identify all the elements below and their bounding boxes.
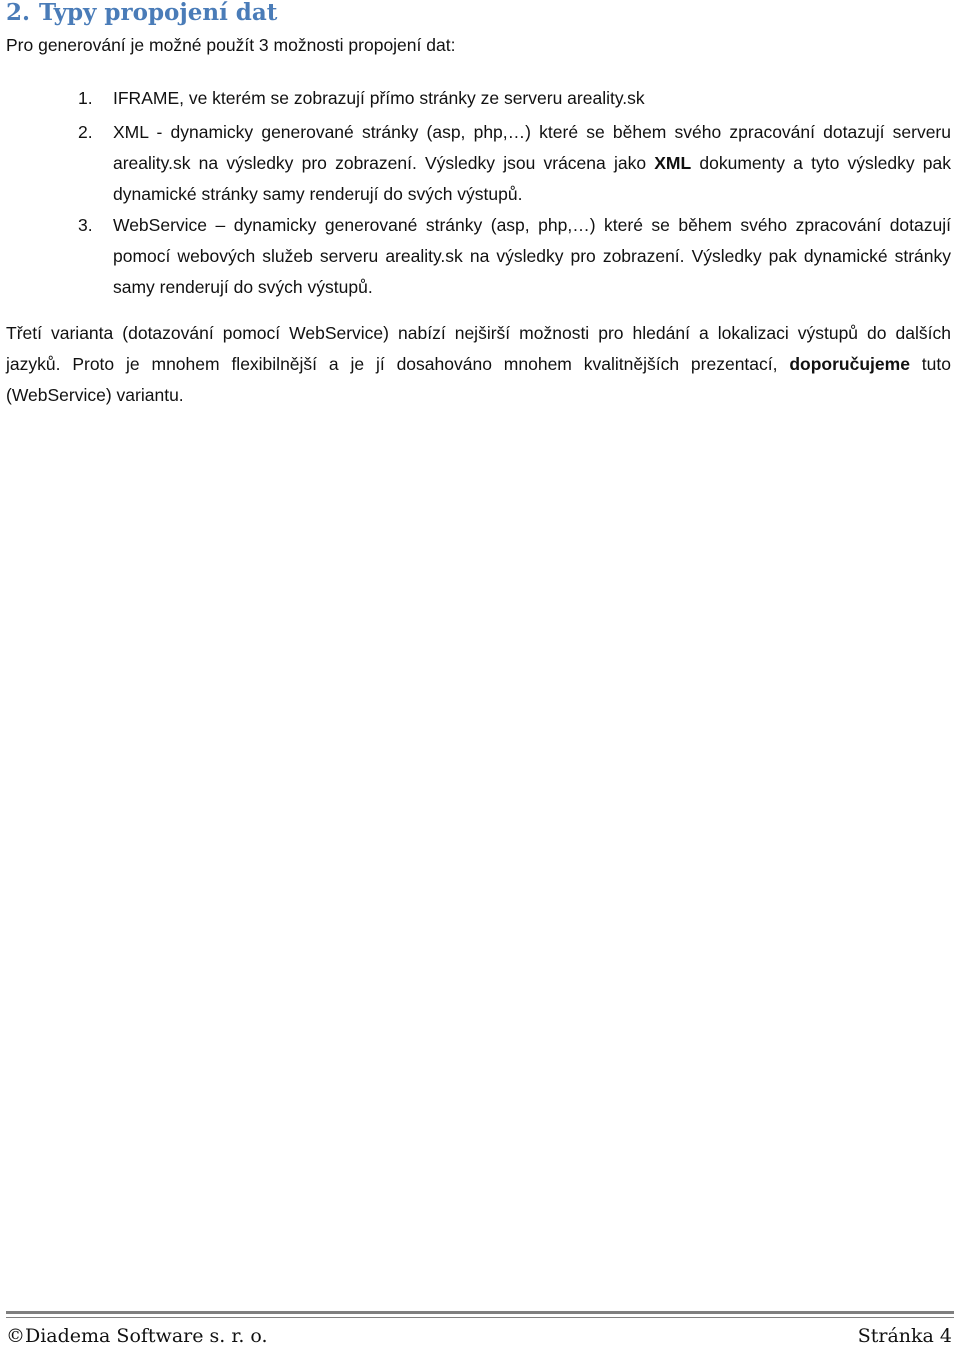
section-title: Typy propojení dat [39,0,278,26]
paragraph-bold: doporučujeme [789,354,910,374]
footer-copyright: ©Diadema Software s. r. o. [6,1325,268,1347]
recommendation-paragraph [6,318,951,411]
footer-divider [6,1317,954,1318]
list-item [0,82,960,110]
paragraph-text: Třetí varianta (dotazování pomocí WebService) nabízí nejširší možnosti pro hledání a lokalizaci výstupů do dalších jazyků. Proto je mnohem flexibilnější a je jí dosahováno mnohem kvalitnějších prezentací, [6,323,951,374]
list-item [0,210,960,303]
list-item-text: XML - dynamicky generované stránky (asp, php,…) které se během svého zpracování dotazují serveru areality.sk na výsledky pro zobrazení. Výsledky jsou vrácena jako [113,122,951,173]
section-heading [6,0,277,29]
list-marker: 2. [78,122,93,142]
footer-page-number: Stránka 4 [857,1325,952,1347]
options-list [0,82,960,303]
paragraph-text: tuto (WebService) variantu. [6,354,951,405]
list-item [0,117,960,210]
section-number: 2. [6,0,31,26]
list-item-text: dokumenty a tyto výsledky pak dynamické stránky samy renderují do svých výstupů. [113,153,952,204]
list-item-text: WebService – dynamicky generované stránky (asp, php,…) které se během svého zpracování dotazují pomocí webových služeb serveru areality.sk na výsledky pro zobrazení. Výsledky pak dynamické stránky samy renderují do svých výstupů. [113,215,951,297]
list-item-bold: XML [654,153,692,173]
footer-divider [6,1311,954,1314]
list-marker: 3. [78,215,93,235]
list-item-text: IFRAME, ve kterém se zobrazují přímo stránky ze serveru areality.sk [113,88,645,108]
list-marker: 1. [78,88,93,108]
intro-text: Pro generování je možné použít 3 možnosti propojení dat: [6,35,456,55]
